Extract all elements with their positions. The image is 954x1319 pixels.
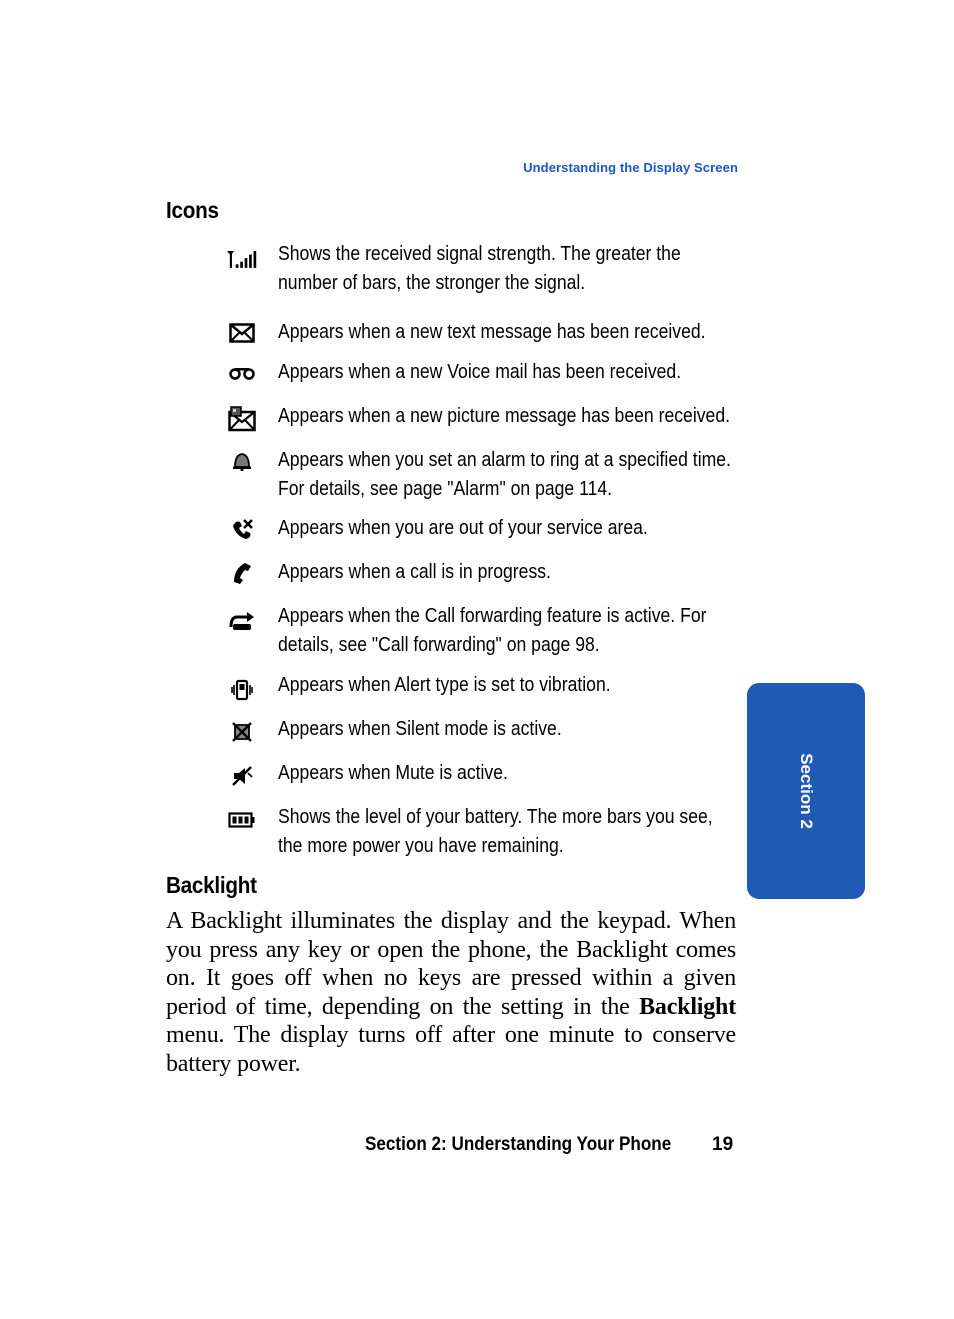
vibration-icon	[226, 677, 258, 703]
no-service-icon	[226, 516, 258, 542]
picture-message-icon	[226, 406, 258, 432]
section-tab-label: Section 2	[797, 753, 816, 829]
voicemail-icon	[226, 360, 258, 386]
icon-description: Appears when a call is in progress.	[278, 561, 551, 583]
section-side-tab	[747, 683, 865, 899]
alarm-bell-icon	[226, 448, 258, 474]
backlight-paragraph: A Backlight illuminates the display and the keypad. When you press any key or open the phone, the Backlight comes on. It goes off when no keys are pressed within a given period of time, depending on the setting in the Backlight menu. The display turns off after one minute to conserve battery power.	[166, 908, 736, 1077]
mute-icon	[226, 763, 258, 789]
icon-description: Appears when Mute is active.	[278, 762, 508, 784]
icon-description: Shows the received signal strength. The greater the number of bars, the stronger the signal.	[278, 243, 681, 294]
icon-description: Appears when the Call forwarding feature is active. For details, see "Call forwarding" on page 98.	[278, 605, 707, 656]
call-in-progress-icon	[226, 560, 258, 586]
battery-level-icon	[226, 807, 258, 833]
backlight-menu-term: Backlight	[639, 993, 736, 1020]
text-message-icon	[226, 320, 258, 346]
icon-description: Appears when a new picture message has been received.	[278, 405, 731, 427]
icons-heading: Icons	[166, 197, 219, 223]
icon-description: Appears when Alert type is set to vibration.	[278, 674, 611, 696]
silent-mode-icon	[226, 719, 258, 745]
icon-description: Appears when a new text message has been received.	[278, 321, 706, 343]
signal-strength-icon	[226, 246, 258, 272]
icon-description: Appears when a new Voice mail has been received.	[278, 361, 682, 383]
running-header: Understanding the Display Screen	[523, 160, 738, 175]
icon-description: Shows the level of your battery. The more bars you see, the more power you have remaining.	[278, 806, 713, 857]
footer-section-label: Section 2: Understanding Your Phone	[365, 1134, 672, 1155]
icon-description: Appears when you set an alarm to ring at a specified time. For details, see page "Alarm" on page 114.	[278, 449, 731, 500]
call-forwarding-icon	[226, 608, 258, 634]
icon-description: Appears when you are out of your service area.	[278, 517, 648, 539]
page-number: 19	[712, 1134, 734, 1155]
backlight-heading: Backlight	[166, 872, 257, 898]
icon-description: Appears when Silent mode is active.	[278, 718, 562, 740]
